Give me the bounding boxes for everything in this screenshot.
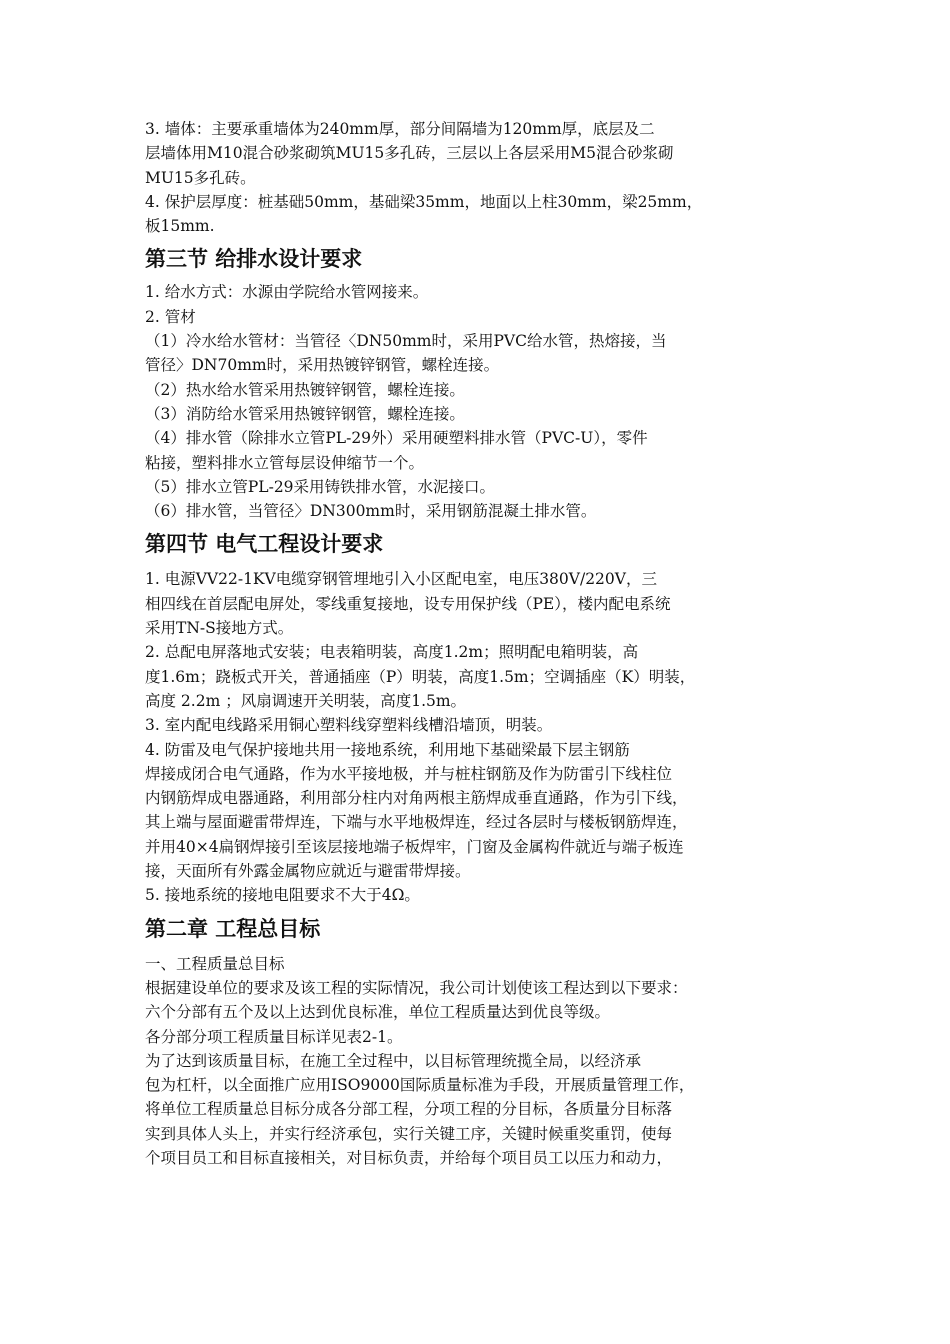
text-line: 板15mm. [145, 217, 215, 236]
text-line: 3. 室内配电线路采用铜心塑料线穿塑料线槽沿墙顶，明装。 [145, 716, 553, 735]
text-line: 个项目员工和目标直接相关，对目标负责，并给每个项目员工以压力和动力， [145, 1148, 673, 1167]
text-line: 2. 管材 [145, 307, 196, 326]
text-line: 内钢筋焊成电器通路，利用部分柱内对角两根主筋焊成垂直通路，作为引下线， [145, 789, 688, 808]
text-line: （2）热水给水管采用热镀锌钢管，螺栓连接。 [145, 380, 465, 399]
text-line: 相四线在首层配电屏处，零线重复接地，设专用保护线（PE），楼内配电系统 [145, 594, 671, 613]
text-line: 六个分部有五个及以上达到优良标准，单位工程质量达到优良等级。 [145, 1003, 611, 1022]
text-line: 度1.6m；跷板式开关，普通插座（P）明装，高度1.5m；空调插座（K）明装， [145, 667, 696, 686]
plumbing-paragraphs [145, 280, 815, 523]
text-line: 1. 给水方式：水源由学院给水管网接来。 [145, 283, 429, 302]
text-line: （1）冷水给水管材：当管径〈DN50mm时，采用PVC给水管，热熔接，当 [145, 332, 667, 351]
text-line: 并用40×4扁钢焊接引至该层接地端子板焊牢，门窗及金属构件就近与端子板连 [145, 837, 684, 856]
text-line: 焊接成闭合电气通路，作为水平接地极，并与桩柱钢筋及作为防雷引下线柱位 [145, 764, 673, 783]
text-line: 管径〉DN70mm时，采用热镀锌钢管，螺栓连接。 [145, 356, 500, 375]
text-line: 1. 电源VV22-1KV电缆穿钢管埋地引入小区配电室，电压380V/220V，三 [145, 570, 657, 589]
structure-paragraphs [145, 117, 815, 238]
text-line: 其上端与屋面避雷带焊连，下端与水平地极焊连，经过各层时与楼板钢筋焊连， [145, 813, 688, 832]
text-line: 接，天面所有外露金属物应就近与避雷带焊接。 [145, 862, 471, 881]
text-line: 各分部分项工程质量目标详见表2-1。 [145, 1027, 403, 1046]
text-line: 将单位工程质量总目标分成各分部工程，分项工程的分目标，各质量分目标落 [145, 1100, 673, 1119]
text-line: 5. 接地系统的接地电阻要求不大于4Ω。 [145, 886, 420, 905]
text-line: 4. 防雷及电气保护接地共用一接地系统，利用地下基础梁最下层主钢筋 [145, 740, 630, 759]
document-page [145, 117, 815, 1170]
text-line: 为了达到该质量目标，在施工全过程中，以目标管理统揽全局，以经济承 [145, 1051, 642, 1070]
section-heading-electrical: 第四节 电气工程设计要求 [145, 531, 384, 557]
electrical-paragraphs [145, 567, 815, 907]
text-line: 4. 保护层厚度：桩基础50mm，基础梁35mm，地面以上柱30mm，梁25mm， [145, 192, 703, 211]
text-line: 3. 墙体：主要承重墙体为240mm厚，部分间隔墙为120mm厚，底层及二 [145, 120, 655, 138]
text-line: （4）排水管（除排水立管PL-29外）采用硬塑料排水管（PVC-U），零件 [145, 429, 648, 448]
text-line: MU15多孔砖。 [145, 168, 256, 187]
text-line: （5）排水立管PL-29采用铸铁排水管，水泥接口。 [145, 477, 496, 496]
text-line: 2. 总配电屏落地式安装；电表箱明装，高度1.2m；照明配电箱明装，高 [145, 643, 639, 662]
text-line: 高度 2.2m ；风扇调速开关明装，高度1.5m。 [145, 691, 467, 710]
text-line: 包为杠杆，以全面推广应用ISO9000国际质量标准为手段，开展质量管理工作， [145, 1076, 695, 1095]
text-line: （3）消防给水管采用热镀锌钢管，螺栓连接。 [145, 404, 465, 423]
goals-paragraphs [145, 952, 815, 1171]
section-heading-plumbing: 第三节 给排水设计要求 [145, 246, 363, 272]
chapter-heading-goals: 第二章 工程总目标 [145, 915, 321, 941]
text-line: 层墙体用M10混合砂浆砌筑MU15多孔砖，三层以上各层采用M5混合砂浆砌 [145, 144, 674, 163]
text-line: 粘接，塑料排水立管每层设伸缩节一个。 [145, 453, 425, 472]
text-line: 采用TN-S接地方式。 [145, 619, 294, 638]
text-line: 一、工程质量总目标 [145, 954, 285, 973]
text-line: （6）排水管，当管径〉DN300mm时，采用钢筋混凝土排水管。 [145, 502, 597, 521]
text-line: 根据建设单位的要求及该工程的实际情况，我公司计划使该工程达到以下要求： [145, 978, 688, 997]
text-line: 实到具体人头上，并实行经济承包，实行关键工序，关键时候重奖重罚，使每 [145, 1124, 673, 1143]
